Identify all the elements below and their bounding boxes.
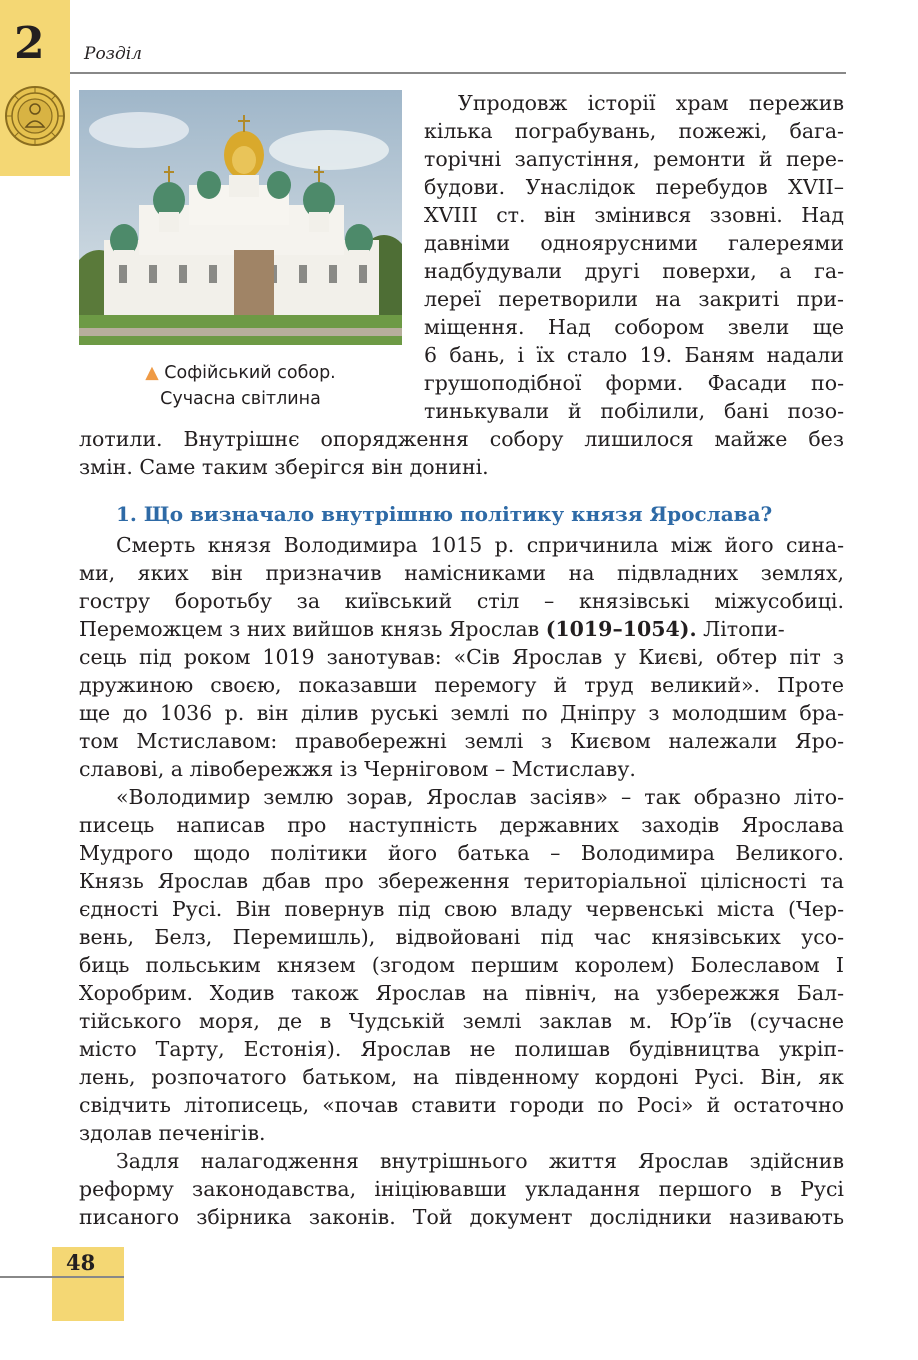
header-divider	[70, 72, 846, 74]
chapter-emblem-icon	[4, 85, 66, 147]
intro-line: міщення. Над собором звели ще	[424, 315, 844, 339]
paragraph-line: тійського моря, де в Чудській землі заклав м. Юр’їв (сучасне	[79, 1009, 844, 1033]
paragraph-line: писець написав про наступність державних заходів Ярослава	[79, 813, 844, 837]
paragraph-line: здолав печенігів.	[79, 1121, 266, 1145]
intro-line: змін. Саме таким зберігся він донині.	[79, 455, 489, 479]
paragraph-line: лень, розпочатого батьком, на південному кордоні Русі. Він, як	[79, 1065, 844, 1089]
section-heading: 1. Що визначало внутрішню політику князя Ярослава?	[116, 502, 773, 526]
intro-line: XVIII ст. він змінився ззовні. Над	[424, 203, 844, 227]
intro-line: давніми одноярусними галереями	[424, 231, 844, 255]
paragraph-line: «Володимир землю зорав, Ярослав засіяв» – так образно літо-	[116, 785, 844, 809]
caption-line-1: Софійський собор.	[164, 363, 336, 383]
paragraph-line: дружиною своєю, показавши перемогу й труд великий». Проте	[79, 673, 844, 697]
paragraph-line: Задля налагодження внутрішнього життя Ярослав здійснив	[116, 1149, 844, 1173]
intro-line: будови. Унаслідок перебудов XVII–	[424, 175, 844, 199]
caption-line-2: Сучасна світлина	[160, 389, 321, 409]
figure-caption	[79, 360, 402, 412]
chapter-number: 2	[14, 18, 45, 69]
reign-dates: (1019–1054).	[545, 617, 697, 641]
paragraph-line: сець під роком 1019 занотував: «Сів Ярослав у Києві, обтер піт з	[79, 645, 844, 669]
paragraph-line: свідчить літописець, «почав ставити городи по Росі» й остаточно	[79, 1093, 844, 1117]
page-number: 48	[66, 1250, 96, 1275]
chapter-label: Розділ	[84, 44, 142, 64]
paragraph-line: гостру боротьбу за київський стіл – князівські міжусобиці.	[79, 589, 844, 613]
paragraph-line: писаного збірника законів. Той документ дослідники називають	[79, 1205, 844, 1229]
footer-divider	[0, 1276, 124, 1278]
paragraph-line: ми, яких він призначив намісниками на підвладних землях,	[79, 561, 844, 585]
intro-line: надбудували другі поверхи, а га-	[424, 259, 844, 283]
paragraph-line	[79, 615, 844, 643]
intro-line: 6 бань, і їх стало 19. Баням надали	[424, 343, 844, 367]
paragraph-line: том Мстиславом: правобережні землі з Києвом належали Яро-	[79, 729, 844, 753]
cathedral-photo	[79, 90, 402, 345]
paragraph-line: Смерть князя Володимира 1015 р. спричинила між його сина-	[116, 533, 844, 557]
intro-line: лереї перетворили на закриті при-	[424, 287, 844, 311]
intro-line: кілька пограбувань, пожежі, бага-	[424, 119, 844, 143]
intro-line: Упродовж історії храм пережив	[458, 91, 844, 115]
intro-line: грушоподібної форми. Фасади по-	[424, 371, 844, 395]
paragraph-line: Хоробрим. Ходив також Ярослав на північ, на узбережжя Бал-	[79, 981, 844, 1005]
paragraph-line: Князь Ярослав дбав про збереження територіальної цілісності та	[79, 869, 844, 893]
paragraph-line: биць польським князем (згодом першим королем) Болеславом І	[79, 953, 844, 977]
paragraph-line: місто Тарту, Естонія). Ярослав не полишав будівництва укріп-	[79, 1037, 844, 1061]
paragraph-line: Мудрого щодо політики його батька – Володимира Великого.	[79, 841, 844, 865]
paragraph-line: ще до 1036 р. він ділив руські землі по Дніпру з молодшим бра-	[79, 701, 844, 725]
paragraph-text: Переможцем з них вийшов князь Ярослав	[79, 617, 546, 641]
caption-triangle-icon: ▲	[145, 363, 159, 383]
paragraph-line: єдності Русі. Він повернув під свою владу червенські міста (Чер-	[79, 897, 844, 921]
intro-line: торічні запустіння, ремонти й пере-	[424, 147, 844, 171]
paragraph-line: реформу законодавства, ініціювавши укладання першого в Русі	[79, 1177, 844, 1201]
intro-line: лотили. Внутрішнє опорядження собору лишилося майже без	[79, 427, 844, 451]
intro-line: тинькували й побілили, бані позо-	[424, 399, 844, 423]
paragraph-line: вень, Белз, Перемишль), відвойовані під час князівських усо-	[79, 925, 844, 949]
paragraph-text: Літопи-	[696, 617, 785, 641]
paragraph-line: славові, а лівобережжя із Черніговом – Мстиславу.	[79, 757, 636, 781]
